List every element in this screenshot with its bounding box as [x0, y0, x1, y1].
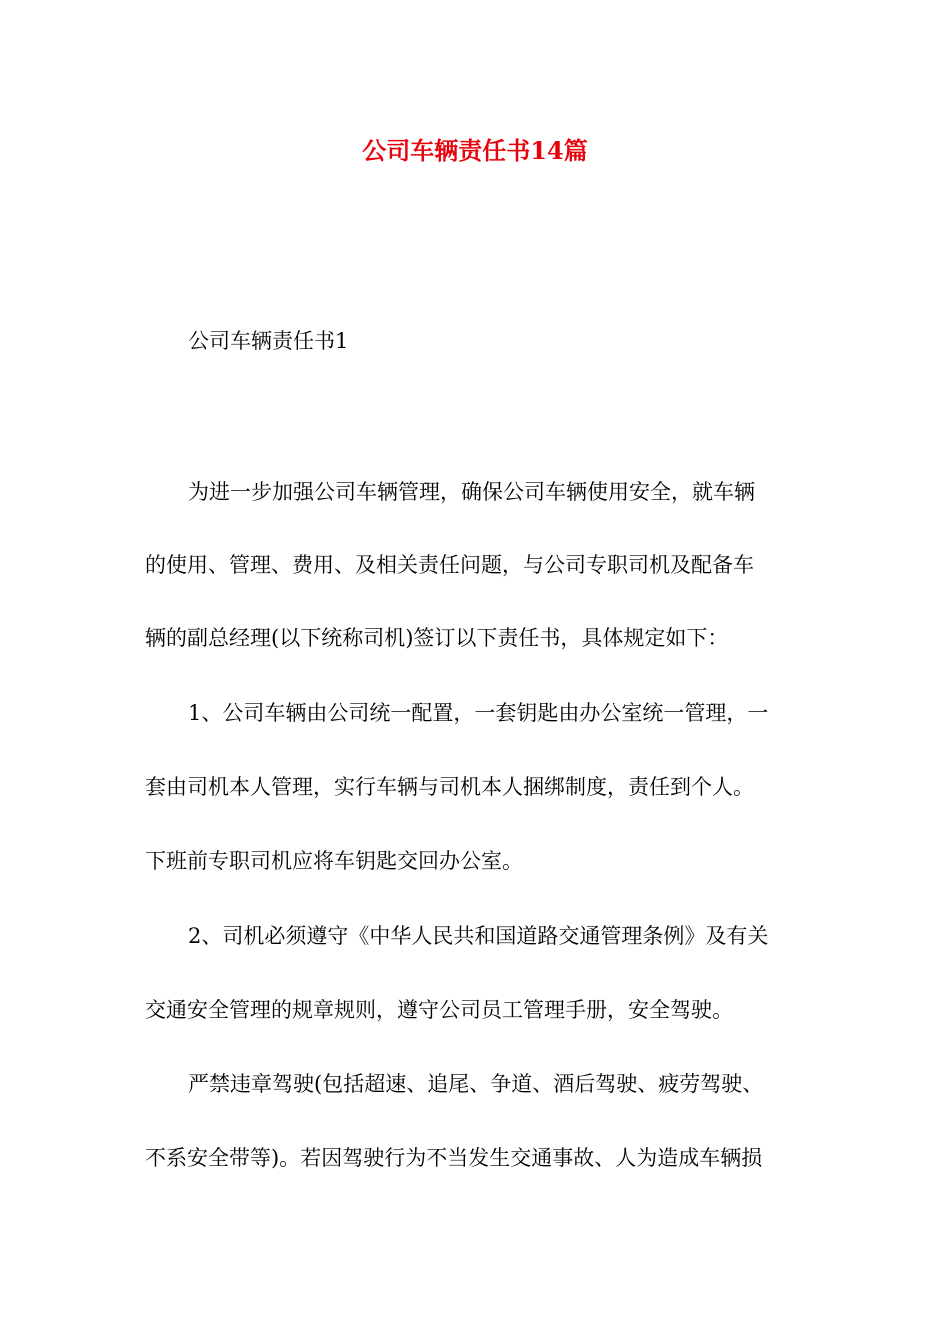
- paragraph-line: 辆的副总经理(以下统称司机)签订以下责任书，具体规定如下：: [145, 626, 729, 650]
- paragraph-line: 下班前专职司机应将车钥匙交回办公室。: [145, 849, 523, 873]
- document-title: 公司车辆责任书14篇: [362, 136, 588, 165]
- paragraph-line: 严禁违章驾驶(包括超速、追尾、争道、酒后驾驶、疲劳驾驶、: [188, 1072, 764, 1096]
- section-heading: 公司车辆责任书1: [188, 329, 349, 353]
- paragraph-line: 套由司机本人管理，实行车辆与司机本人捆绑制度，责任到个人。: [145, 775, 754, 799]
- paragraph-line: 交通安全管理的规章规则，遵守公司员工管理手册，安全驾驶。: [145, 998, 733, 1022]
- paragraph-line: 2、司机必须遵守《中华人民共和国道路交通管理条例》及有关: [188, 924, 769, 948]
- paragraph-line: 的使用、管理、费用、及相关责任问题，与公司专职司机及配备车: [145, 553, 754, 577]
- paragraph-line: 1、公司车辆由公司统一配置，一套钥匙由办公室统一管理，一: [188, 701, 769, 725]
- paragraph-line: 不系安全带等)。若因驾驶行为不当发生交通事故、人为造成车辆损: [145, 1146, 763, 1170]
- paragraph-line: 为进一步加强公司车辆管理，确保公司车辆使用安全，就车辆: [188, 480, 755, 504]
